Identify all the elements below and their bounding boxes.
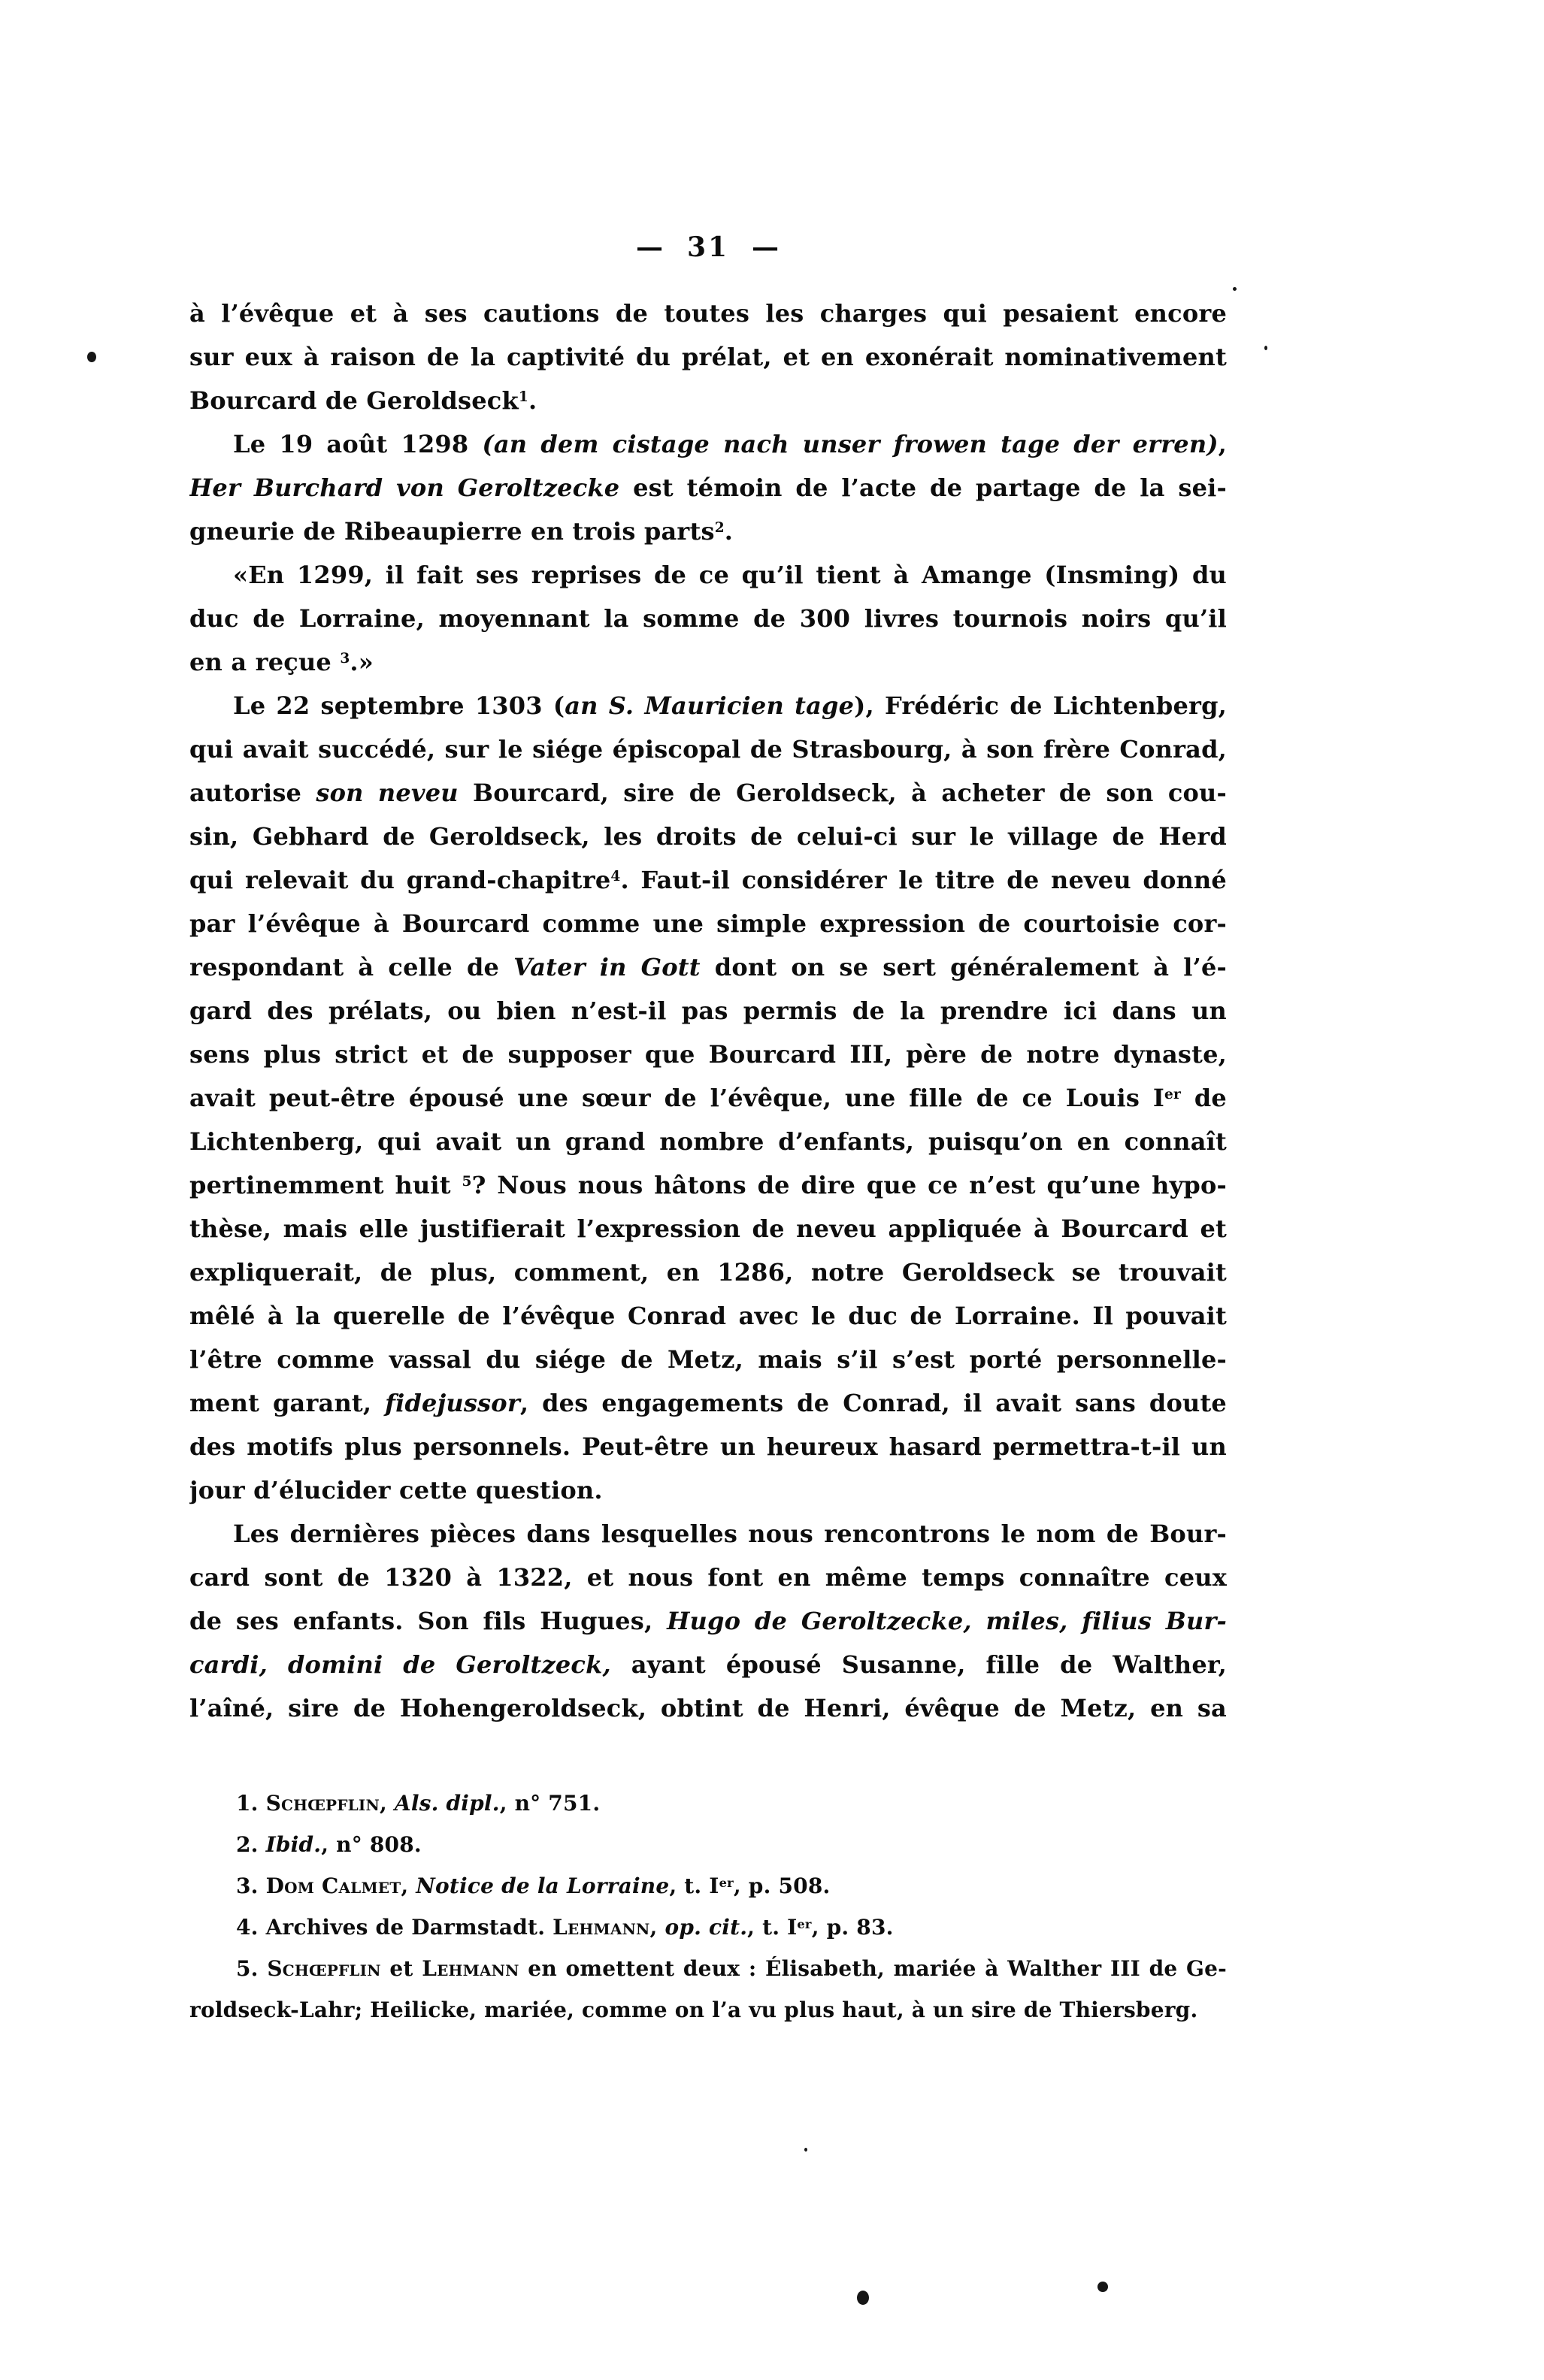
text-segment: , p. 508.: [733, 1873, 831, 1898]
text-segment: .: [724, 517, 734, 546]
text-segment: , t. I: [747, 1915, 798, 1940]
text-segment: Schœpflin: [267, 1956, 381, 1981]
text-segment: ,: [401, 1873, 416, 1898]
text-line: [189, 1643, 1227, 1686]
text-segment: autorise: [189, 779, 316, 807]
text-segment: op. cit.: [665, 1915, 748, 1940]
text-segment: dont on se sert généralement à l’é-: [700, 953, 1227, 981]
text-segment: gneurie de Ribeaupierre en trois parts: [189, 517, 715, 546]
text-line: [189, 1425, 1227, 1468]
text-segment: Le 22 septembre 1303 (: [233, 691, 565, 720]
text-segment: sur eux à raison de la captivité du prélat, et en exonérait nominativement: [189, 343, 1227, 371]
text-line: [189, 1599, 1227, 1643]
text-line: [189, 1907, 1227, 1948]
text-segment: jour d’élucider cette question.: [189, 1476, 603, 1505]
ink-speck: [1264, 346, 1267, 350]
text-line: [189, 422, 1227, 466]
text-segment: des motifs plus personnels. Peut-être un heureux hasard permettra-t-il un: [189, 1432, 1227, 1461]
header-dash-right: —: [752, 231, 781, 263]
text-segment: en a reçue: [189, 648, 341, 676]
text-segment: «En 1299, il fait ses reprises de ce qu’il tient à Amange (Insming) du: [233, 561, 1227, 589]
text-line: [189, 1207, 1227, 1250]
text-segment: Vater in Gott: [513, 953, 701, 981]
text-segment: Les dernières pièces dans lesquelles nous rencontrons le nom de Bour-: [233, 1520, 1227, 1548]
text-segment: Lehmann: [422, 1956, 519, 1981]
ink-speck: [1233, 287, 1237, 291]
ink-speck: [87, 352, 96, 362]
text-segment: . Faut-il considérer le titre de neveu donné: [620, 866, 1227, 894]
text-line: [189, 1948, 1227, 1989]
text-segment: pertinemment huit: [189, 1171, 462, 1199]
text-segment: son neveu: [316, 779, 459, 807]
text-segment: ment garant,: [189, 1389, 386, 1417]
text-line: [189, 771, 1227, 815]
text-segment: Hugo de Geroltzecke, miles, filius Bur-: [667, 1607, 1227, 1635]
text-segment: qui avait succédé, sur le siége épiscopal de Strasbourg, à son frère Conrad,: [189, 735, 1227, 764]
text-line: [189, 1783, 1227, 1824]
text-line: [189, 815, 1227, 858]
text-line: [189, 1686, 1227, 1730]
text-line: [189, 1512, 1227, 1556]
text-line: [189, 379, 1227, 422]
text-segment: avait peut-être épousé une sœur de l’évêque, une fille de ce Louis I: [189, 1084, 1165, 1112]
text-segment: , des engagements de Conrad, il avait sans doute: [519, 1389, 1227, 1417]
text-segment: Le 19 août 1298: [233, 430, 483, 458]
text-segment: an S. Mauricien tage: [565, 691, 855, 720]
text-line: [189, 727, 1227, 771]
text-segment: .»: [350, 648, 374, 676]
text-segment: Bourcard de Geroldseck: [189, 386, 519, 415]
footnote-reference: er: [719, 1875, 734, 1890]
header-dash-left: —: [635, 231, 665, 263]
footnote-reference: 1: [518, 389, 528, 406]
text-segment: , p. 83.: [811, 1915, 894, 1940]
text-line: [189, 1865, 1227, 1907]
text-segment: thèse, mais elle justifierait l’expression de neveu appliquée à Bourcard et: [189, 1214, 1227, 1243]
text-segment: ), Frédéric de Lichtenberg,: [854, 691, 1227, 720]
page-header: [189, 230, 1227, 265]
text-line: [189, 292, 1227, 335]
text-segment: Schœpflin: [265, 1791, 380, 1816]
text-line: [189, 1033, 1227, 1076]
text-segment: Bourcard, sire de Geroldseck, à acheter de son cou-: [458, 779, 1227, 807]
text-segment: par l’évêque à Bourcard comme une simple expression de courtoisie cor-: [189, 909, 1227, 938]
text-segment: Dom Calmet: [265, 1873, 401, 1898]
text-segment: , n° 751.: [499, 1791, 601, 1816]
text-line: [189, 1163, 1227, 1207]
text-segment: Notice de la Lorraine: [416, 1873, 670, 1898]
page-number: 31: [686, 231, 730, 263]
text-segment: l’être comme vassal du siége de Metz, mais s’il s’est porté personnelle-: [189, 1345, 1227, 1374]
ink-speck: [857, 2291, 869, 2305]
footnote-reference: 3: [340, 651, 350, 667]
text-line: [189, 466, 1227, 510]
text-segment: ayant épousé Susanne, fille de Walther,: [610, 1650, 1227, 1679]
text-segment: respondant à celle de: [189, 953, 514, 981]
text-segment: (an dem cistage nach unser frowen tage der erren): [482, 430, 1219, 458]
body-text: [189, 292, 1227, 1730]
text-segment: gard des prélats, ou bien n’est-il pas permis de la prendre ici dans un: [189, 996, 1227, 1025]
text-segment: ,: [1218, 430, 1227, 458]
footnotes: [189, 1783, 1227, 2031]
text-segment: 4. Archives de Darmstadt.: [236, 1915, 553, 1940]
text-line: [189, 684, 1227, 727]
text-segment: , n° 808.: [321, 1832, 422, 1857]
text-line: [189, 335, 1227, 379]
text-segment: duc de Lorraine, moyennant la somme de 300 livres tournois noirs qu’il: [189, 604, 1227, 633]
text-segment: expliquerait, de plus, comment, en 1286, notre Geroldseck se trouvait: [189, 1258, 1227, 1287]
text-line: [189, 1338, 1227, 1381]
text-line: [189, 640, 1227, 684]
text-segment: Lehmann: [553, 1915, 650, 1940]
text-line: [189, 945, 1227, 989]
text-segment: cardi, domini de Geroltzeck,: [189, 1650, 611, 1679]
footnote-reference: 4: [610, 869, 621, 885]
text-segment: Ibid.: [265, 1832, 322, 1857]
text-segment: sens plus strict et de supposer que Bourcard III, père de notre dynaste,: [189, 1040, 1227, 1069]
text-line: [189, 553, 1227, 597]
text-line: [189, 902, 1227, 945]
text-segment: et: [380, 1956, 422, 1981]
text-segment: Lichtenberg, qui avait un grand nombre d’enfants, puisqu’on en connaît: [189, 1127, 1227, 1156]
text-segment: est témoin de l’acte de partage de la sei-: [619, 473, 1227, 502]
text-segment: ,: [379, 1791, 395, 1816]
text-line: [189, 1076, 1227, 1120]
text-segment: fidejussor: [385, 1389, 520, 1417]
text-segment: 5.: [236, 1956, 268, 1981]
footnote-reference: er: [797, 1916, 812, 1931]
text-line: [189, 1824, 1227, 1865]
footnote-reference: er: [1164, 1087, 1182, 1103]
text-line: [189, 989, 1227, 1033]
text-line: [189, 1556, 1227, 1599]
text-line: [189, 1294, 1227, 1338]
footnote-reference: 5: [462, 1174, 472, 1190]
text-segment: 1.: [236, 1791, 266, 1816]
text-line: [189, 1250, 1227, 1294]
text-line: [189, 597, 1227, 640]
text-segment: 2.: [236, 1832, 266, 1857]
text-segment: de ses enfants. Son fils Hugues,: [189, 1607, 668, 1635]
text-segment: l’aîné, sire de Hohengeroldseck, obtint de Henri, évêque de Metz, en sa: [189, 1694, 1227, 1722]
footnote-reference: 2: [714, 520, 725, 537]
text-line: [189, 1120, 1227, 1163]
text-line: [189, 1989, 1227, 2031]
text-line: [189, 858, 1227, 902]
text-line: [189, 1381, 1227, 1425]
ink-speck: [1097, 2282, 1108, 2292]
text-segment: , t. I: [669, 1873, 719, 1898]
text-segment: ,: [649, 1915, 665, 1940]
text-line: [189, 510, 1227, 553]
text-line: [189, 1468, 1227, 1512]
text-segment: 3.: [236, 1873, 266, 1898]
text-segment: sin, Gebhard de Geroldseck, les droits de celui-ci sur le village de Herd: [189, 822, 1227, 851]
text-segment: qui relevait du grand-chapitre: [189, 866, 611, 894]
ink-speck: [804, 2148, 807, 2152]
text-segment: de: [1181, 1084, 1227, 1112]
text-segment: .: [528, 386, 537, 415]
text-segment: mêlé à la querelle de l’évêque Conrad avec le duc de Lorraine. Il pouvait: [189, 1302, 1227, 1330]
text-segment: Her Burchard von Geroltzecke: [189, 473, 620, 502]
text-segment: en omettent deux : Élisabeth, mariée à Walther III de Ge-: [519, 1956, 1227, 1981]
text-segment: à l’évêque et à ses cautions de toutes les charges qui pesaient encore: [189, 299, 1227, 328]
text-segment: card sont de 1320 à 1322, et nous font en même temps connaître ceux: [189, 1563, 1227, 1592]
text-segment: Als. dipl.: [394, 1791, 500, 1816]
text-segment: roldseck-Lahr; Heilicke, mariée, comme on l’a vu plus haut, à un sire de Thiersberg.: [189, 1997, 1198, 2022]
text-segment: ? Nous nous hâtons de dire que ce n’est qu’une hypo-: [471, 1171, 1227, 1199]
